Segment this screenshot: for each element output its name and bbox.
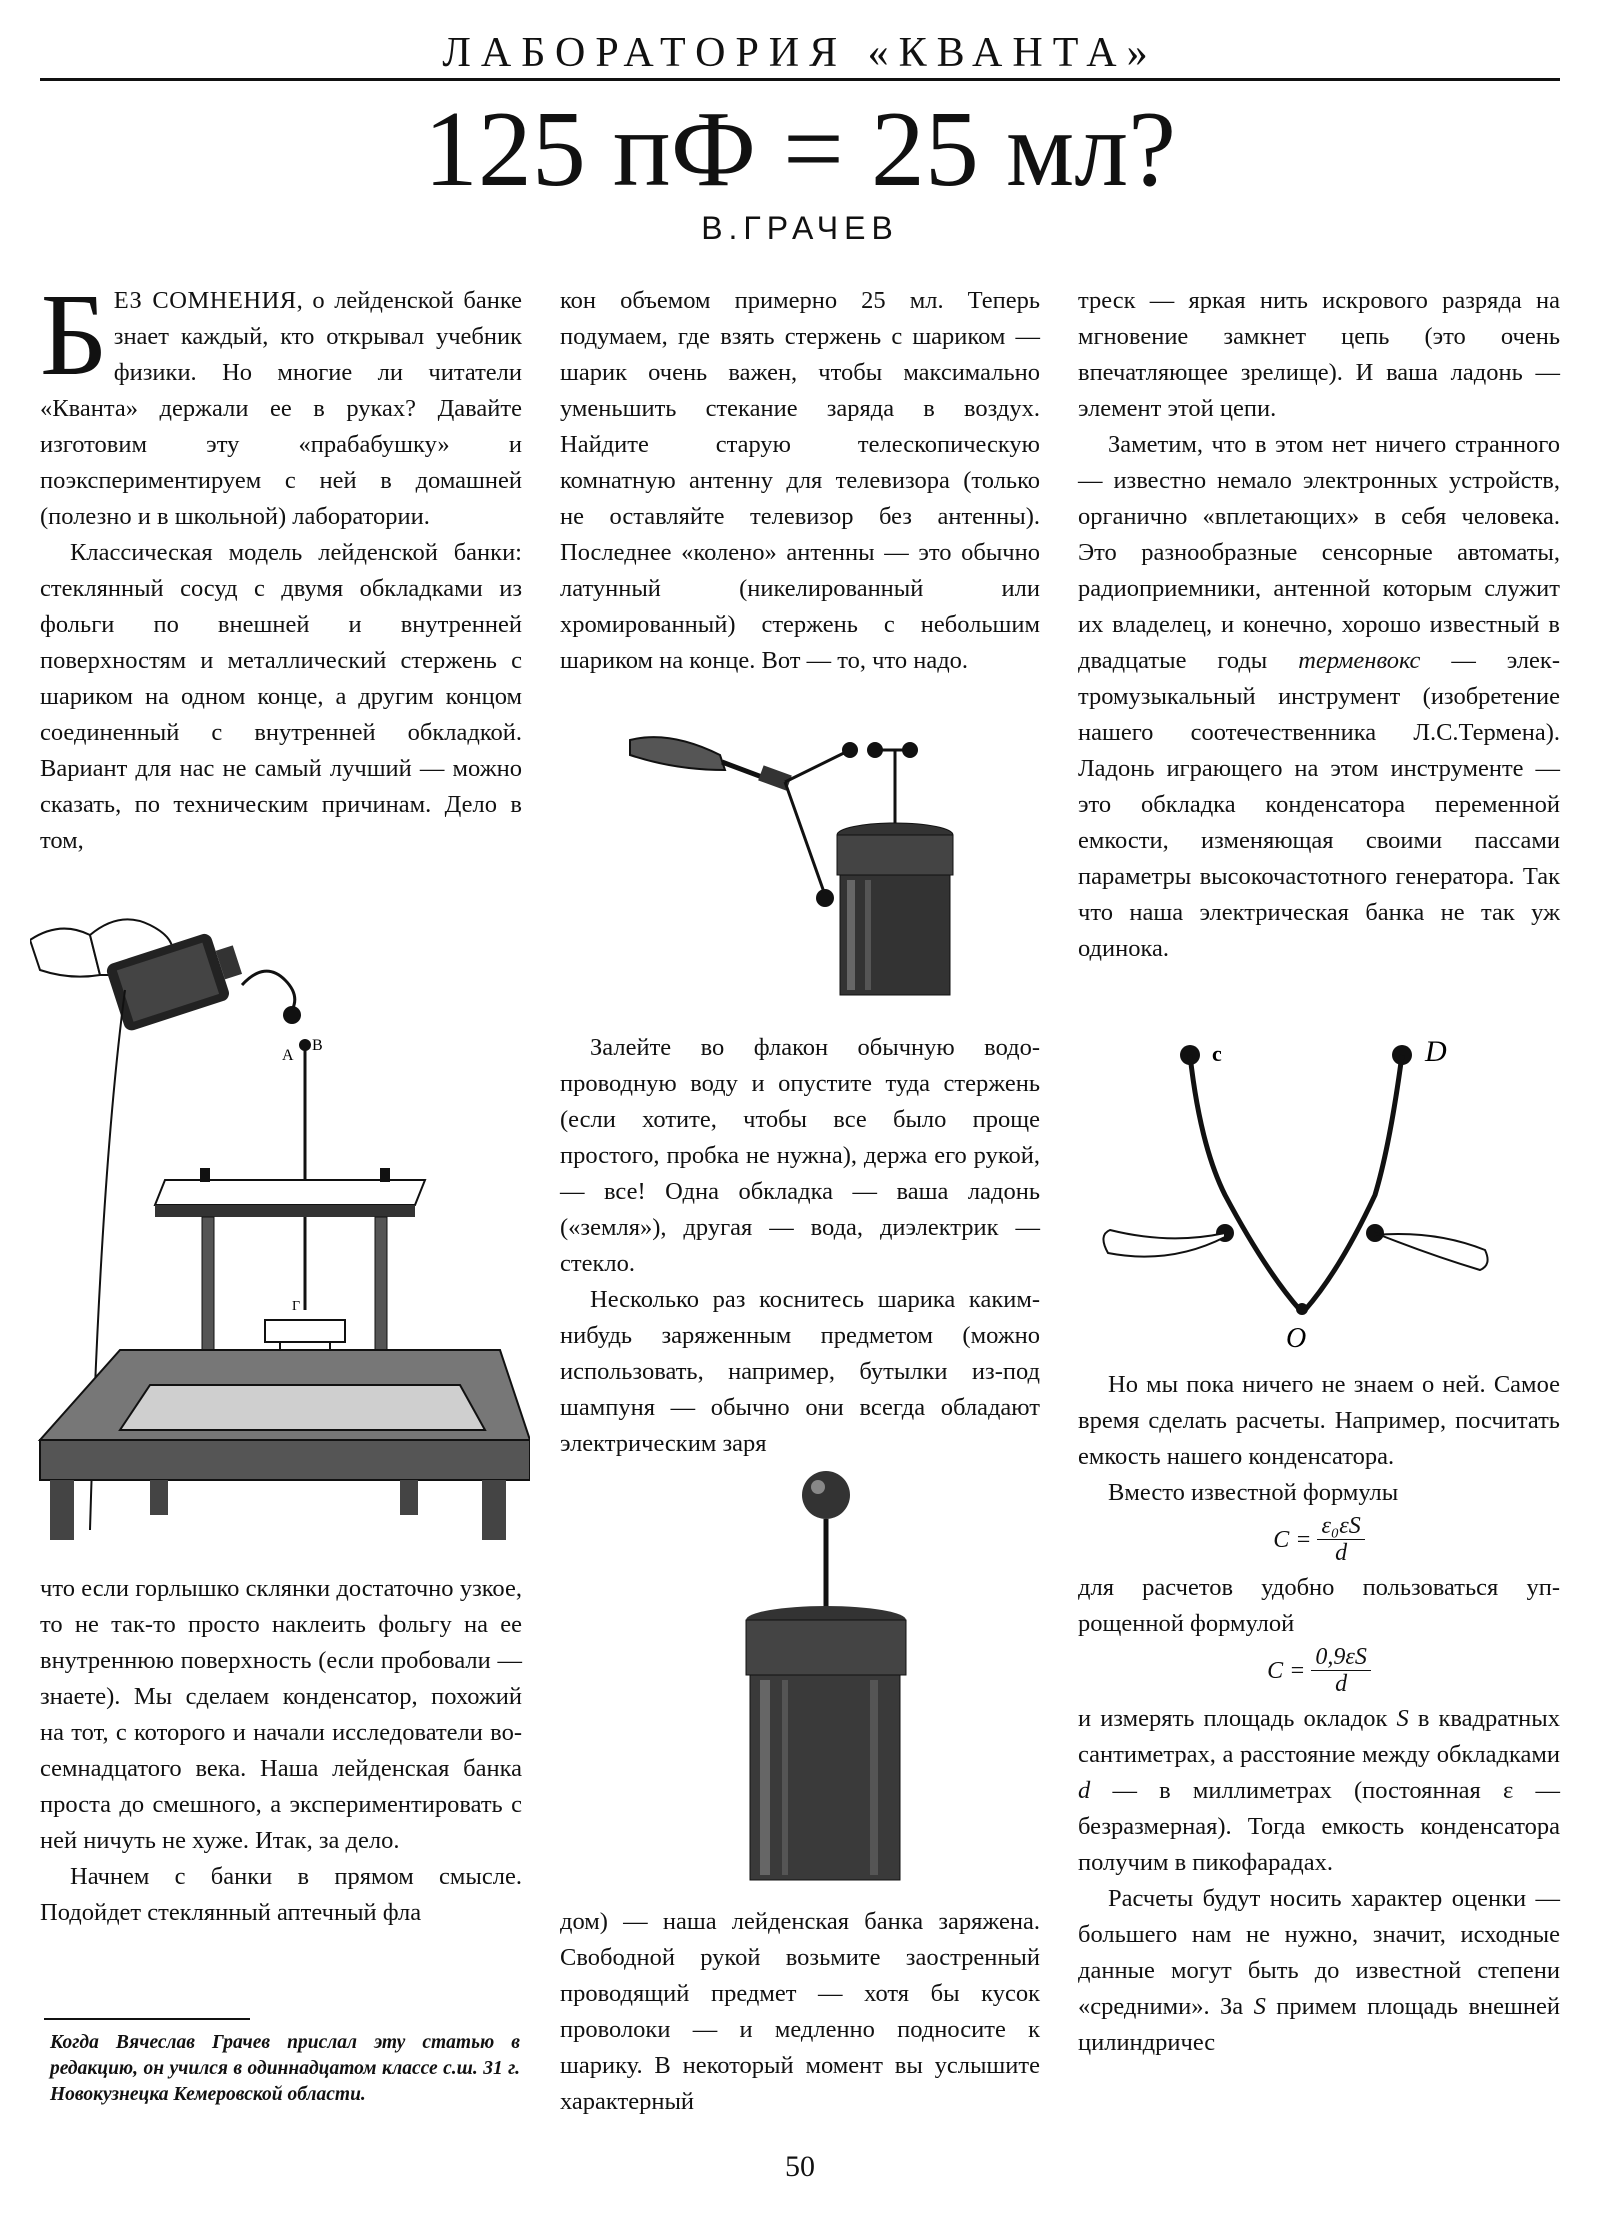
lead-caps: ЕЗ СОМНЕНИЯ bbox=[113, 287, 297, 314]
antenna-handle bbox=[630, 737, 725, 770]
paragraph-fill-water: Залейте во флакон обычную водопроводную воду и опустите туда стержень (если хотите, чтобы все было проще простого, пробка не нужна), держа его рукой, — все! Одна обкладка — ваша ладонь («земля»), другая — вода, диэлектрик — стекло. bbox=[560, 1034, 1040, 1277]
handle-right bbox=[1375, 1233, 1488, 1270]
formula-simplified bbox=[1078, 1644, 1560, 1697]
column-2-middle bbox=[560, 1030, 1040, 1462]
formula-simplified-lhs: C = bbox=[1267, 1657, 1306, 1684]
theremin-term: терменвокс bbox=[1298, 647, 1421, 674]
arm-right bbox=[1305, 1055, 1402, 1310]
paragraph-touch-ball: Несколько раз коснитесь шарика каким-нибудь заряженным предметом (можно использовать, например, бутылки из-под шампуня — обычно они всегда обладают электрическим заря bbox=[560, 1286, 1040, 1457]
jar-body bbox=[837, 835, 953, 875]
page-number: 50 bbox=[785, 2150, 815, 2183]
article-author: В.ГРАЧЕВ bbox=[701, 210, 899, 246]
formula-simplified-denominator: d bbox=[1335, 1671, 1348, 1697]
column-2-bottom bbox=[560, 1904, 1040, 2120]
section-header: ЛАБОРАТОРИЯ «КВАНТА» bbox=[442, 30, 1158, 76]
formula-standard-numerator: ε₀εS bbox=[1317, 1513, 1364, 1540]
drop-cap: Б bbox=[40, 269, 108, 400]
jar-cap bbox=[746, 1620, 906, 1675]
paragraph-theremin bbox=[1078, 427, 1560, 967]
paragraph-spark: треск — яркая нить искрового разряда на мгновение замкнет цепь (это очень впечатляющее зрелище). И ваша ладонь — элемент этой цепи. bbox=[1078, 287, 1560, 422]
label-o: O bbox=[1286, 1323, 1307, 1354]
label-d: D bbox=[1425, 1035, 1447, 1068]
column-2-top bbox=[560, 283, 1040, 679]
paragraph-intro bbox=[40, 269, 522, 535]
jar-hook-wire bbox=[242, 971, 295, 1010]
paragraph-vial: кон объемом примерно 25 мл. Теперь подумаем, где взять стержень с шариком — шарик очень важен, чтобы максимально уменьшить стекание заряда в воздух. Найдите старую телескопическую комнатную антенну для телевизора (только не оставляйте телевизор без антенны). Последнее «колено» антенны — это обычно латунный (никелированный или хромированный) стержень с небольшим шариком на конце. Вот — то, что надо. bbox=[560, 287, 1040, 674]
article-title: 125 пФ = 25 мл? bbox=[423, 90, 1177, 209]
theremin-text-b: — электромузыкальный инструмент (изобретение нашего соотечественника Л.С.Термена). Ладонь играющего на этом инструменте — это обкладка конденсатора переменной емкости, изменяющая своими пассами параметры высокочастотного генератора. Так что наша электрическая банка не так уж одинока. bbox=[1078, 647, 1560, 962]
figure-discharger bbox=[1090, 1025, 1560, 1355]
paragraph-known-formula: Вместо известной формулы bbox=[1108, 1479, 1399, 1506]
jar-top-ball bbox=[802, 1471, 850, 1519]
column-3-top bbox=[1078, 283, 1560, 967]
paragraph-calc: Но мы пока ничего не знаем о ней. Самое время сделать расчеты. Например, посчитать емкость нашего конденсатора. bbox=[1078, 1371, 1560, 1470]
paragraph-estimate: Расчеты будут носить характер оценки — большего нам не нужно, значит, исходные данные могут быть до известной степени «средними». За S примем площадь внешней цилиндричес bbox=[1078, 1885, 1560, 2056]
top-board bbox=[155, 1180, 425, 1205]
footnote: Когда Вячеслав Грачев прислал эту статью в редакцию, он учился в одиннадцатом классе с.ш. 31 г. Новокузнецка Кемеровской области. bbox=[50, 2032, 520, 2105]
paragraph-start-jar: Начнем с банки в прямом смысле. Подойдет стеклянный аптечный фла bbox=[40, 1863, 522, 1926]
figure-leyden-jar bbox=[700, 1465, 950, 1885]
jar-ball bbox=[283, 1006, 301, 1024]
paragraph-classic-model: Классическая модель лейденской банки: стеклянный сосуд с двумя обкладками из фольги по внешней и внутренней поверхностям и металлический стержень с шариком на одном конце, а другим концом соединенный с внутренней обкладкой. Вариант для нас не самый лучший — можно сказать, по техническим причинам. Дело в том, bbox=[40, 539, 522, 854]
theremin-text-a: Заметим, что в этом нет ничего странного — известно немало электронных устройств, органично «вплетающих» в себя человека. Это разнообразные сенсорные автоматы, радиоприемники, антенной которым служит их владелец, и конечно, хорошо известный в двадцатые годы bbox=[1078, 431, 1560, 674]
formula-standard-lhs: C = bbox=[1273, 1526, 1312, 1553]
header-rule bbox=[40, 78, 1560, 81]
column-1-top bbox=[40, 269, 522, 859]
paragraph-discharge: дом) — наша лейденская банка заряжена. Свободной рукой возьмите заостренный проводящий предмет — хотя бы кусок проволоки — и медленно подносите к шарику. В некоторый момент вы услышите характерный bbox=[560, 1908, 1040, 2115]
paragraph-units: и измерять площадь окладок S в квадратных сантиметрах, а расстояние между обкладками d — в миллиметрах (постоянная ε — безразмерная). Тогда емкость конденсатора получим в пикофарадах. bbox=[1078, 1705, 1561, 1876]
intro-text: , о лейденской банке знает каждый, кто открывал учебник физики. Но многие ли читатели «Кванта» держали ее в руках? Давайте изготовим эту «прабабушку» и поэкспериментируем с ней в домашней (полезно и в школьной) лаборатории. bbox=[40, 287, 522, 530]
formula-standard bbox=[1078, 1513, 1560, 1566]
table-leg-right bbox=[482, 1480, 506, 1540]
label-b: B bbox=[312, 1037, 323, 1054]
antenna-ball bbox=[816, 889, 834, 907]
column-3-bottom bbox=[1078, 1367, 1560, 2061]
footnote-rule bbox=[44, 2018, 250, 2020]
paragraph-simplified: для расчетов удобно пользоваться упрощенной формулой bbox=[1078, 1574, 1560, 1637]
figure-jar-antenna bbox=[610, 720, 990, 1010]
column-1-bottom bbox=[40, 1571, 522, 1931]
label-a: A bbox=[282, 1047, 294, 1064]
handle-left bbox=[1103, 1230, 1225, 1257]
label-gamma: Г bbox=[292, 1299, 301, 1314]
paragraph-neck: что если горлышко склянки достаточно узкое, то не так-то просто наклеить фольгу на ее внутреннюю поверхность (если пробовали — знаете). Мы сделаем конденсатор, похожий на тот, с которого и начали исследователи восемнадцатого века. Наша лейденская банка проста до смешного, а экспериментировать с ней ничуть не хуже. Итак, за дело. bbox=[40, 1575, 522, 1854]
formula-simplified-numerator: 0,9εS bbox=[1311, 1644, 1370, 1671]
label-c: c bbox=[1212, 1041, 1222, 1066]
figure-apparatus bbox=[30, 880, 530, 1560]
table-leg-left bbox=[50, 1480, 74, 1540]
formula-standard-denominator: d bbox=[1335, 1540, 1348, 1566]
arm-left bbox=[1190, 1055, 1300, 1310]
